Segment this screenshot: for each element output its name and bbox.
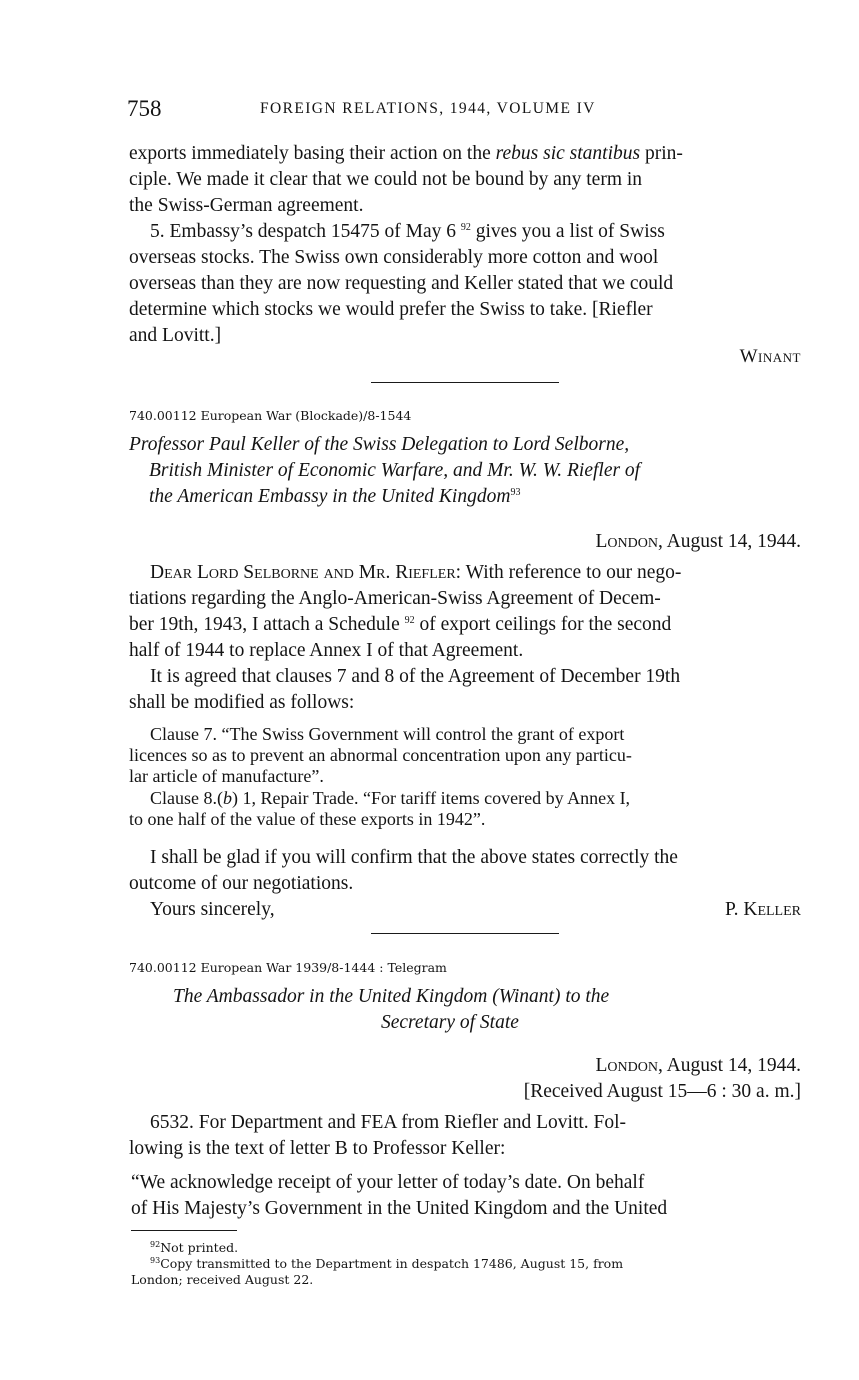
text-line: licences so as to prevent an abnormal concentration upon any particu- xyxy=(129,745,632,765)
text-line: ber 19th, 1943, I attach a Schedule $^{92}$ of export ceilings for the second xyxy=(129,614,672,635)
text-line: overseas stocks. The Swiss own considerably more cotton and wool xyxy=(129,247,659,268)
footnote-divider xyxy=(131,1230,237,1231)
text-line: exports immediately basing their action on the rebus sic stantibus prin- xyxy=(129,143,683,164)
text-line: shall be modified as follows: xyxy=(129,692,355,713)
text-line: and Lovitt.] xyxy=(129,325,222,346)
footnote: London; received August 22. xyxy=(131,1272,314,1287)
text-line: Dear Lord Selborne and Mr. Riefler: With reference to our nego- xyxy=(150,562,682,583)
text-line: 5. Embassy’s despatch 15475 of May 6 $^{92}$ gives you a list of Swiss xyxy=(150,221,665,242)
text-line: overseas than they are now requesting and Keller stated that we could xyxy=(129,273,674,294)
text-line: lowing is the text of letter B to Professor Keller: xyxy=(129,1138,506,1159)
text-line: 6532. For Department and FEA from Riefler and Lovitt. Fol- xyxy=(150,1112,627,1133)
footnote: $^{93}$Copy transmitted to the Department in despatch 17486, August 15, from xyxy=(150,1256,624,1271)
section-divider xyxy=(371,933,559,934)
text-line: It is agreed that clauses 7 and 8 of the Agreement of December 19th xyxy=(150,666,681,687)
document-heading: Secretary of State xyxy=(381,1012,519,1033)
text-line: ciple. We made it clear that we could not be bound by any term in xyxy=(129,169,643,190)
footnote-ref: 92 xyxy=(460,222,471,233)
footnote-ref: 93 xyxy=(510,487,521,498)
footnote: $^{92}$Not printed. xyxy=(150,1240,239,1255)
text-line: half of 1944 to replace Annex I of that Agreement. xyxy=(129,640,524,661)
text-line: Clause 8.(b) 1, Repair Trade. “For tariff items covered by Annex I, xyxy=(150,788,631,808)
text-line: Clause 7. “The Swiss Government will control the grant of export xyxy=(150,724,625,744)
text-line: to one half of the value of these exports in 1942”. xyxy=(129,809,486,829)
document-heading: the American Embassy in the United Kingdom$^{93}$ xyxy=(149,486,521,507)
text-line: the Swiss-German agreement. xyxy=(129,195,364,216)
text-line: outcome of our negotiations. xyxy=(129,873,354,894)
dateline: London, August 14, 1944. xyxy=(595,531,801,552)
text-line: I shall be glad if you will confirm that the above states correctly the xyxy=(150,847,678,868)
document-heading: British Minister of Economic Warfare, and Mr. W. W. Riefler of xyxy=(149,460,641,481)
document-heading: Professor Paul Keller of the Swiss Delegation to Lord Selborne, xyxy=(129,434,630,455)
file-reference: 740.00112 European War (Blockade)/8-1544 xyxy=(129,408,412,423)
section-divider xyxy=(371,382,559,383)
running-title: FOREIGN RELATIONS, 1944, VOLUME IV xyxy=(260,100,596,117)
text-line: lar article of manufacture”. xyxy=(129,766,324,786)
text-line: tiations regarding the Anglo-American-Swiss Agreement of Decem- xyxy=(129,588,661,609)
dateline: London, August 14, 1944. xyxy=(595,1055,801,1076)
text-line: of His Majesty’s Government in the United Kingdom and the United xyxy=(131,1198,668,1219)
closing: Yours sincerely, xyxy=(150,899,275,920)
signature: P. Keller xyxy=(724,899,801,920)
footnote-ref: 92 xyxy=(404,615,415,626)
text-line: determine which stocks we would prefer the Swiss to take. [Riefler xyxy=(129,299,653,320)
document-heading: The Ambassador in the United Kingdom (Winant) to the xyxy=(173,986,610,1007)
received-note: [Received August 15—6 : 30 a. m.] xyxy=(523,1081,801,1102)
text-line: “We acknowledge receipt of your letter of today’s date. On behalf xyxy=(131,1172,645,1193)
salutation: Dear Lord Selborne and Mr. Riefler xyxy=(150,562,456,583)
page-number: 758 xyxy=(127,96,162,121)
file-reference: 740.00112 European War 1939/8-1444 : Telegram xyxy=(129,960,447,975)
signature: Winant xyxy=(739,346,801,367)
